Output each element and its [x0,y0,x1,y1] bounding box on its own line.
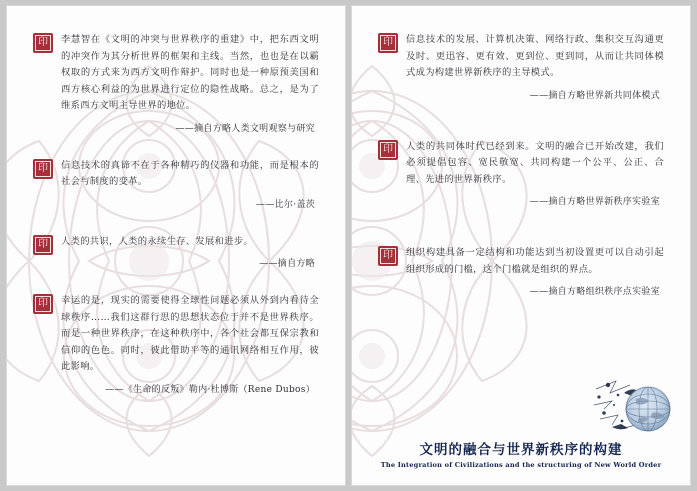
right-page-column [352,6,690,299]
footer-title-cn: 文明的融合与世界新秩序的构建 [419,442,623,458]
quote-attribution: ——摘自方略 [259,259,315,269]
seal-stamp-icon: 印 [33,159,53,179]
left-page-column [7,6,345,397]
quote-entry [33,234,319,272]
quote-entry [378,139,664,210]
seal-stamp-icon: 印 [378,246,398,266]
quote-text: 组织构建具备一定结构和功能达到当初设置更可以自动引起组织形成的门槛，这个门槛就是组织的界点。 [406,247,664,275]
book-footer [352,438,690,469]
quote-text: 人类的共识，人类的永续生存、发展和进步。 [61,235,253,247]
quote-entry [33,293,319,397]
quote-text: 幸运的是，现实的需要使得全球性问题必须从外到内看待全球秩序……我们这群行思的思想状态位于并不是世界秩序。而是一种世界秩序，在这种秩序中，各个社会都互保宗教和信仰的色色。同时，彼此借助平等的通讯网络相互作用，彼此影响。 [61,295,319,372]
quote-entry [378,245,664,299]
quote-attribution: ——摘自方略世界新秩序实验室 [529,197,660,207]
seal-stamp-icon: 印 [33,294,53,314]
quote-attribution: ——摘自方略组织秩序点实验室 [529,287,660,297]
quote-text: 信息技术的发展、计算机决策、网络行政、集积交互沟通更及时、更迅容、更有效、更到位、更到同，从而让共同体模式成为构建世界新秩序的主导模式。 [406,34,664,78]
footer-title-en: The Integration of Civilizations and the structuring of New World Order [380,461,662,469]
right-page [351,5,691,486]
left-page [6,5,346,486]
quote-entry [33,158,319,212]
quote-text: 信息技术的真谛不在于各种精巧的仪器和功能，而是根本的社会与制度的变革。 [61,159,319,187]
quote-attribution: ——摘自方略人类文明观察与研究 [175,123,315,134]
quote-attribution: ——比尔·盖茨 [256,199,315,210]
quote-text: 李慧智在《文明的冲突与世界秩序的重建》中，把东西文明的冲突作为其分析世界的框架和主线。当然，也也是在以霸权取的方式来为西方文明作辩护。同时也是一种原预美国和西方核心利益的为世界进行定位的隐性战略。总之，是为了维系西方文明主导世界的地位。 [61,34,319,111]
globe-splash-graphic [590,375,676,437]
quote-entry [378,32,664,103]
seal-stamp-icon: 印 [33,33,53,53]
seal-stamp-icon: 印 [378,33,398,53]
seal-stamp-icon: 印 [33,235,53,255]
quote-attribution: ——《生命的反叛》勒内·杜博斯（Rene Dubos） [105,384,315,395]
quote-entry [33,32,319,136]
quote-attribution: ——摘自方略世界新共同体模式 [529,90,660,101]
quote-text: 人类的共同体时代已经到来。文明的融合已开始改建，我们必须提倡包容、宽民敬宽、共同构建一个公平、公正、合理、先进的世界新秩序。 [406,140,664,185]
seal-stamp-icon: 印 [378,140,398,160]
